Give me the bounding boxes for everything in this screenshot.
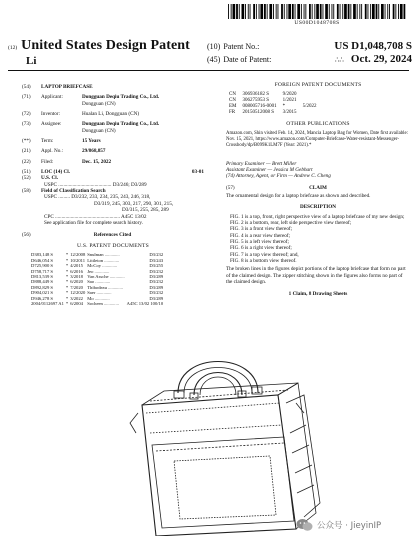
cited-row: D725,900 S * 4/2015 McCoy ............. D3/255: [31, 263, 164, 269]
cited-row: D892,829 S * 7/2020 Thibodeau ............. D3/289: [31, 284, 164, 290]
foreign-row: CN 306275953 S 1/2021: [229, 97, 297, 103]
field-58: (58) Field of Classification Search: [22, 188, 106, 195]
appl-no: 29/868,857: [82, 148, 106, 155]
assignee-name: Dongguan Deqiu Trading Co., Ltd.: [82, 121, 160, 128]
cited-row: D813,539 S * 3/2018 Van Assche ............. D3/289: [31, 273, 164, 279]
briefcase-drawing: [90, 333, 345, 536]
field-51: (51) LOC (14) Cl. 03-01: [22, 169, 204, 176]
claims-count: 1 Claim, 8 Drawing Sheets: [288, 291, 348, 298]
cited-references-table: [30, 252, 164, 306]
field-72: (72) Inventor: Hualan Li, Dongguan (CN): [22, 111, 204, 117]
foreign-docs-table: [226, 92, 319, 116]
tag-45: (45): [207, 55, 221, 64]
cited-row: D888,449 S * 6/2020 Sao ............. D3/232: [31, 279, 164, 285]
foreign-row: FR 20150512008 S 3/2015: [229, 109, 297, 115]
field-52: (52) U.S. Cl.: [22, 175, 59, 182]
wechat-icon: [296, 518, 313, 532]
foreign-row: EM 008005716-0001 * 5/2022: [229, 103, 317, 109]
tag-10: (10): [207, 42, 221, 51]
design-title: LAPTOP BRIEFCASE: [41, 84, 93, 90]
patent-no-label: Patent No.:: [223, 42, 260, 51]
tag-12: (12): [8, 45, 18, 51]
cited-row: D904,021 S * 12/2020 Saer ............. D3/232: [31, 290, 164, 296]
barcode-number: US00D1048708S: [294, 20, 340, 26]
left-column: (54) LAPTOP BRIEFCASE (71) Applicant: Dongguan Deqiu Trading Co., Ltd. Dongguan (CN) (72) Inventor: Hualan Li, Dongguan (CN) (73) Assignee: Dongguan Deqiu Trading Co., Ltd. Dongguan (CN) (**) Term: 15 Years (21) Appl. No.: 29/868,857 (22) Filed: Dec. 15, 2022 (51) LOC (14) Cl. 03-01 (52) U.S. Cl. USPC ......................................... D3/246; D3/289 (58) Field of Classification Search USPC ......... D3/232, 233, 234, 235, 243, 246, 318, D3/319, 245, 303, 217, 290, 301, 215, D3/315, 255, 285, 289 CPC .................................................. A45C 13/02 See application file for complete search history. (56) References Cited U.S. PATENT DOCUMENTS D383,148 S * 12/2008 Snulman ............. D3/232 D646,054 S * 10/2011 Littleton ............. D3/243 D725,900 S * 4/2015 McCoy ............. D3/255 D758,717 S * 6/2016 Jeo ............. D3/232 D813,539 S * 3/2018 Van Assche ............. D3/289 D888,449 S * 6/2020 Sao ............. D3/232 D892,829 S * 7/2020 Thibodeau ............. D3/289 D904,021 S * 12/2020 Saer ............. D3/232 D946,278 S * 3/2022 Mo ............. D3/289 2004/0112697 A1 * 6/2004 Socheen ............. A45C 13/02 100/10: [22, 84, 204, 306]
patent-title: United States Design Patent: [21, 38, 190, 53]
field-22: (22) Filed: Dec. 15, 2022: [22, 159, 204, 165]
figure-item: FIG. 4 is a rear view thereof;: [230, 232, 291, 239]
cited-row: D383,148 S * 12/2008 Snulman ............. D3/232: [31, 252, 164, 258]
filed-date: Dec. 15, 2022: [82, 158, 112, 165]
barcode: [228, 4, 406, 19]
patent-header-left: [8, 38, 204, 67]
figure-item: FIG. 2 is a bottom, rear, left side perspective view thereof;: [230, 219, 352, 226]
figure-item: FIG. 8 is a bottom view thereof.: [230, 258, 297, 265]
figure-item: FIG. 6 is a right view thereof;: [230, 245, 292, 252]
right-column: [226, 82, 410, 298]
term-value: 15 Years: [82, 138, 101, 145]
figure-item: FIG. 3 is a front view thereof;: [230, 226, 293, 233]
date-mark: ∴∴: [334, 56, 344, 64]
field-71: (71) Applicant: Dongguan Deqiu Trading Co., Ltd. Dongguan (CN): [22, 94, 160, 107]
watermark: [296, 515, 414, 535]
figure-list: [226, 214, 410, 265]
field-54: (54) LAPTOP BRIEFCASE: [22, 84, 204, 90]
claim-text: The ornamental design for a laptop briefcase as shown and described.: [226, 192, 371, 199]
field-term: (**) Term: 15 Years: [22, 138, 204, 144]
cited-row: D646,054 S * 10/2011 Littleton ............. D3/243: [31, 257, 164, 263]
patent-header-right: [207, 40, 412, 65]
cited-row: D758,717 S * 6/2016 Jeo ............. D3/232: [31, 268, 164, 274]
inventor-short: Li: [26, 55, 37, 67]
watermark-text: 公众号 · JieyinIP: [317, 521, 382, 531]
applicant-name: Dongguan Deqiu Trading Co., Ltd.: [82, 94, 160, 101]
field-21: (21) Appl. No.: 29/868,857: [22, 148, 204, 154]
uspc-line: USPC ......................................... D3/246; D3/289: [44, 181, 147, 188]
figure-item: FIG. 7 is a top view thereof; and,: [230, 251, 299, 258]
field-73: (73) Assignee: Dongguan Deqiu Trading Co., Ltd. Dongguan (CN): [22, 121, 160, 134]
broken-lines-note: The broken lines in the figures depict portions of the laptop briefcase that form no part of the claimed design. The zipper stitching shown in the figures also forms no part of the claimed design.: [226, 266, 406, 286]
figure-item: FIG. 1 is a top, front, right perspective view of a laptop briefcase of my new design;: [230, 213, 405, 220]
inventor-name: Hualan Li, Dongguan (CN): [82, 111, 140, 118]
loc-class: 03-01: [191, 169, 204, 176]
patent-date: Oct. 29, 2024: [350, 53, 412, 65]
field-56: (56) References Cited: [22, 232, 132, 239]
other-pubs-text: Amazon.com, Shin visited Feb. 14, 2024, Mancia Laptop Bag for Women, Date first available: Nov. 15, 2021, https://www.amazon.com/Computer-Briefcase-Water-resistant-Messenger-Crossbody/dp/B099K1LM7F (Year: 2021).*: [226, 130, 408, 148]
other-pubs-heading: OTHER PUBLICATIONS: [286, 120, 350, 127]
patent-number: US D1,048,708 S: [334, 40, 412, 52]
figure-item: FIG. 5 is a left view thereof;: [230, 239, 289, 246]
primary-examiner: Primary Examiner — Brett Miller: [226, 160, 297, 167]
foreign-row: CN 306936182 S 9/2020: [229, 91, 297, 97]
foreign-docs-heading: FOREIGN PATENT DOCUMENTS: [274, 82, 362, 88]
claim-heading-row: (57) CLAIM: [226, 185, 410, 191]
claim-heading: CLAIM: [309, 184, 327, 191]
header-rule: [8, 70, 409, 71]
cited-row: 2004/0112697 A1 * 6/2004 Socheen ............. A45C 13/02 100/10: [31, 301, 164, 306]
assistant-examiner: Assistant Examiner — Jessica M Gebhart: [226, 166, 313, 173]
date-label: Date of Patent:: [223, 55, 272, 64]
cited-row: D946,278 S * 3/2022 Mo ............. D3/289: [31, 295, 164, 301]
description-heading: DESCRIPTION: [299, 204, 337, 211]
attorney: (74) Attorney, Agent, or Firm — Andrew C. Cheng: [226, 173, 331, 180]
us-docs-heading: U.S. PATENT DOCUMENTS: [77, 242, 149, 249]
